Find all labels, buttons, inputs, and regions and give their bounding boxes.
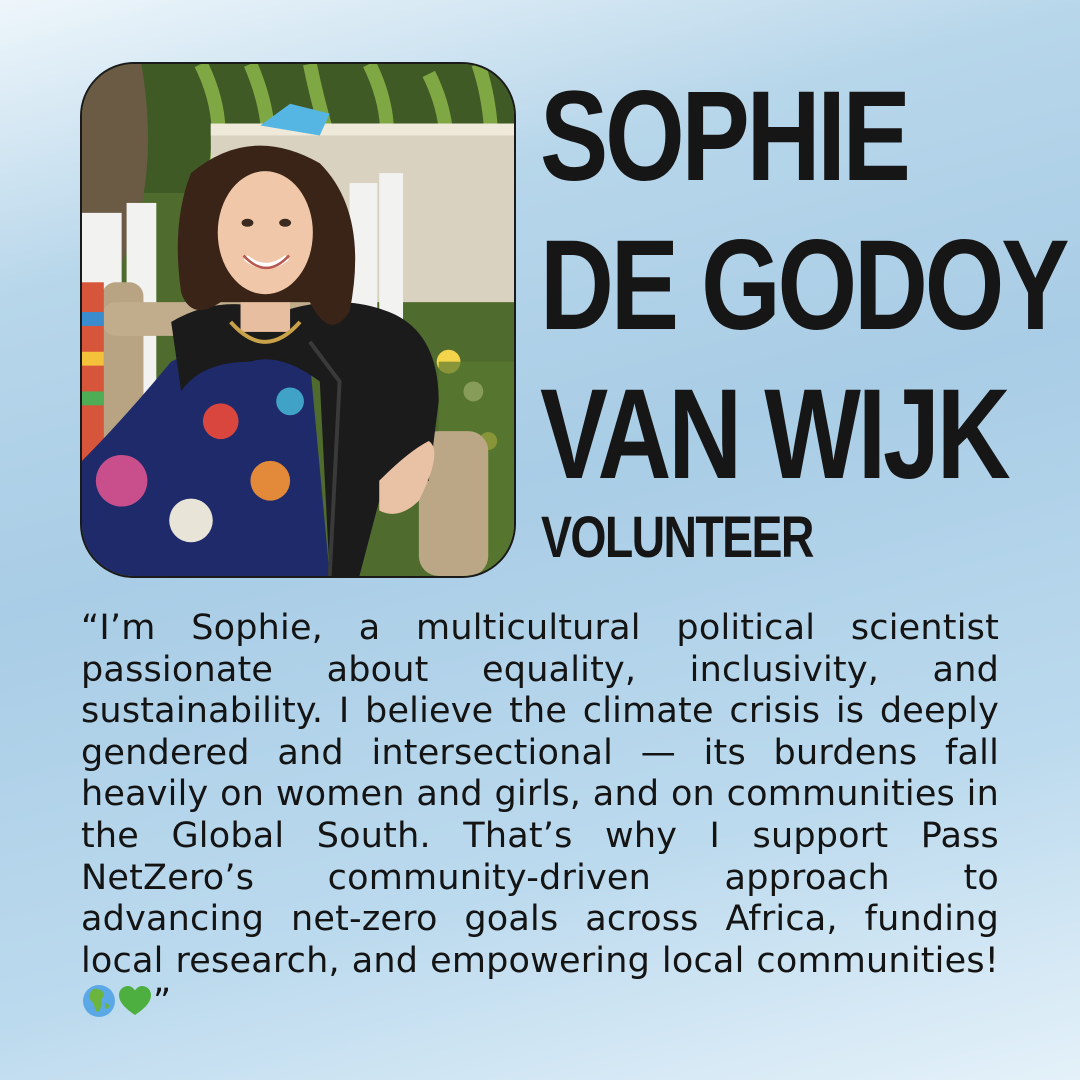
profile-photo	[80, 62, 516, 578]
quote-close-mark: ”	[153, 982, 172, 1023]
name-line-2: DE GODOY	[540, 214, 1067, 357]
person-name	[540, 62, 1067, 509]
quote-body: I’m Sophie, a multicultural political scientist passionate about equality, inclusivity, and sustainability. I believe the climate crisis is deeply gendered and intersectional — its burdens fall heavily on women and girls, and on communities in the Global South. That’s why I support Pass NetZero’s community-driven approach to advancing net-zero goals across Africa, funding local research, and empowering local communities!	[81, 608, 999, 981]
quote-open-mark: “	[81, 608, 100, 648]
quote-text	[81, 608, 999, 1024]
globe-africa-icon	[81, 983, 117, 1019]
name-line-3: VAN WIJK	[540, 363, 1008, 506]
role-label: VOLUNTEER	[541, 505, 813, 570]
name-line-1: SOPHIE	[540, 65, 908, 208]
green-heart-icon	[117, 983, 153, 1019]
